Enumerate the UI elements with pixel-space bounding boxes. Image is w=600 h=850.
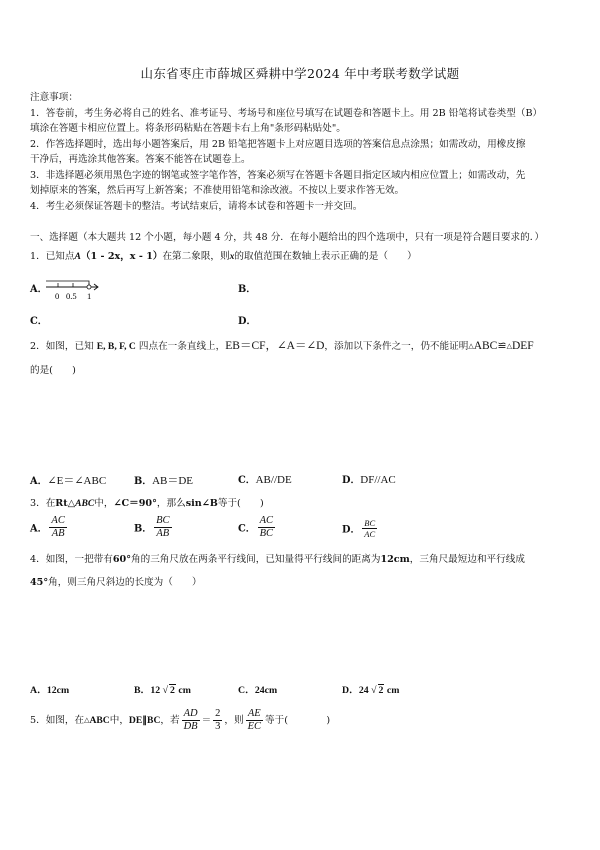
fraction-denominator: 3 — [215, 721, 221, 732]
option-label: B． — [134, 476, 153, 487]
note-line: 划掉原来的答案，然后再写上新答案；不准使用铅笔和涂改液。不按以上要求作答无效。 — [30, 185, 405, 196]
q5-text: ，若 — [160, 715, 180, 726]
q1-point-name: A — [74, 251, 81, 262]
q4-option-b — [134, 682, 191, 696]
q3-text-post: ，那么 — [156, 498, 186, 509]
q2-option-c — [238, 472, 292, 486]
q2-line-2: 的是( ) — [30, 365, 76, 376]
note-line: 1．答卷前，考生务必将自己的姓名、准考证号、考场号和座位号填写在试题卷和答题卡上。用 2B 铅笔将试卷类型（B） — [30, 108, 543, 119]
q1-var: x — [229, 251, 235, 262]
q4-text: 角，则三角尺斜边的长度为（ ） — [48, 577, 202, 588]
option-label: B． — [134, 523, 153, 535]
option-label: B． — [134, 685, 151, 696]
fraction-numerator: AC — [259, 515, 274, 526]
sqrt-icon: √ — [162, 685, 168, 696]
range-bracket — [46, 281, 89, 285]
option-text: ∠E＝∠ABC — [47, 475, 107, 487]
option-label: C． — [238, 523, 256, 535]
option-text: DF//AC — [360, 474, 396, 486]
fraction-denominator: AC — [364, 529, 376, 539]
q3-option-a — [30, 515, 69, 540]
fraction-numerator: AC — [51, 515, 65, 526]
fraction-denominator: DB — [183, 721, 198, 732]
question-2 — [30, 339, 534, 354]
q3-rt: Rt△ — [55, 498, 76, 509]
section-heading: 一、选择题（本大题共 12 个小题，每小题 4 分，共 48 分．在每小题给出的四个选项中，只有一项是符合题目要求的．） — [30, 232, 545, 243]
fraction-numerator: BC — [364, 518, 376, 528]
option-label: C． — [238, 685, 255, 696]
q3-text-end: 等于( ) — [217, 498, 264, 509]
q3-text-mid: 中， — [94, 498, 114, 509]
q5-text: ，则 — [224, 715, 244, 726]
option-label: D． — [342, 685, 359, 696]
q5-text: 中， — [109, 715, 129, 726]
q4-angle-45: 45° — [30, 577, 49, 588]
q3-sin: sin∠B — [185, 498, 218, 509]
fraction-numerator: AE — [246, 708, 263, 721]
q2-text-mid: 四点在一条直线上， — [138, 341, 226, 352]
question-3 — [30, 497, 264, 511]
q3-triangle: ABC — [75, 498, 95, 509]
option-text: 12 — [150, 685, 161, 696]
option-text: AB＝DE — [152, 475, 194, 487]
q5-parallel: DE∥BC — [128, 715, 161, 726]
q1-option-b-label: B． — [238, 284, 257, 295]
question-4-line-2 — [30, 576, 202, 590]
q1-text-end: 的取值范围在数轴上表示正确的是（ ） — [234, 251, 417, 262]
q2-triangle-1: ABC — [473, 340, 498, 352]
page-title: 山东省枣庄市薛城区舜耕中学2024 年中考联考数学试题 — [140, 66, 460, 81]
q4-option-a — [30, 682, 69, 696]
fraction-numerator: BC — [156, 515, 170, 526]
open-point — [87, 285, 91, 289]
fraction-denominator: AB — [156, 528, 170, 539]
triangle-icon: △ — [468, 342, 474, 350]
option-label: A． — [30, 523, 48, 535]
q5-text: 等于( ) — [265, 715, 331, 726]
q2-congruent: ≌ — [497, 340, 507, 352]
note-line: 4．考生必须保证答题卡的整洁。考试结束后，请将本试卷和答题卡一并交回。 — [30, 201, 363, 212]
tick-label: 0 — [55, 291, 60, 301]
option-label: A． — [30, 476, 48, 487]
option-label: D． — [342, 475, 361, 486]
q2-condition: EB＝CF，∠A＝∠D — [225, 340, 325, 352]
q2-option-a — [30, 472, 106, 488]
q2-option-b — [134, 472, 193, 488]
tick-label: 0.5 — [66, 291, 77, 301]
option-unit: cm — [178, 685, 191, 696]
option-text: AB//DE — [255, 474, 292, 486]
q3-option-d — [342, 518, 379, 539]
q1-text-post: 在第二象限，则 — [162, 251, 230, 262]
option-text: 24cm — [254, 685, 278, 696]
q3-option-c — [238, 515, 277, 540]
q2-option-d — [342, 472, 396, 486]
option-label: A． — [30, 685, 47, 696]
q4-option-d — [342, 682, 399, 696]
q2-triangle-2: DEF — [511, 340, 534, 352]
option-unit: cm — [386, 685, 400, 696]
q1-option-a-label: A． — [30, 284, 48, 295]
fraction-numerator: 2 — [215, 708, 221, 719]
q4-option-c — [238, 682, 277, 696]
note-line: 干净后，再选涂其他答案。答案不能答在试题卷上。 — [30, 154, 251, 165]
q3-text-pre: 3．在 — [30, 498, 56, 509]
option-label: C． — [238, 475, 256, 486]
q2-points: E, B, F, C — [96, 341, 136, 352]
q4-text: ，三角尺最短边和平行线成 — [409, 554, 525, 565]
note-line: 填涂在答题卡相应位置上。将条形码粘贴在答题卡右上角"条形码粘贴处"。 — [30, 123, 346, 134]
note-line: 2．作答选择题时，选出每小题答案后，用 2B 铅笔把答题卡上对应题目选项的答案信息点涂黑；如需改动，用橡皮擦 — [30, 139, 526, 150]
question-5 — [30, 707, 330, 734]
q1-option-d-label: D． — [238, 316, 257, 327]
fraction-numerator: AD — [183, 708, 198, 719]
q1-coord: （1 - 2x，x - 1） — [80, 251, 163, 262]
q4-text: 4．如图，一把带有 — [30, 554, 113, 565]
fraction-denominator: EC — [247, 721, 262, 732]
q2-text-post: ，添加以下条件之一，仍不能证明 — [324, 341, 469, 352]
option-text: 12cm — [46, 685, 70, 696]
q5-triangle: ABC — [89, 715, 110, 726]
triangle-icon: △ — [506, 342, 512, 350]
q1-text-pre: 1．已知点 — [30, 251, 75, 262]
q1-option-c-label: C． — [30, 316, 48, 327]
radicand: 2 — [378, 685, 384, 696]
note-line: 3．非选择题必须用黑色字迹的钢笔或签字笔作答，答案必须写在答题卡各题目指定区域内相应位置上；如需改动，先 — [30, 170, 526, 181]
q4-distance: 12cm — [380, 554, 410, 565]
tick-label: 1 — [87, 291, 92, 301]
question-1 — [30, 250, 417, 264]
q2-text-pre: 2．如图，已知 — [30, 341, 94, 352]
radicand: 2 — [169, 685, 175, 696]
q5-equals: ＝ — [201, 715, 212, 726]
q4-angle-60: 60° — [112, 554, 132, 565]
option-text: 24 — [358, 685, 369, 696]
q4-text: 角的三角尺放在两条平行线间，已知量得平行线间的距离为 — [131, 554, 381, 565]
question-4-line-1 — [30, 553, 525, 567]
q3-angle: ∠C＝90° — [113, 498, 157, 509]
q1-number-line — [44, 279, 104, 303]
triangle-icon: △ — [84, 716, 90, 724]
fraction-denominator: AB — [51, 528, 65, 539]
fraction-denominator: BC — [259, 528, 274, 539]
sqrt-icon: √ — [371, 685, 377, 696]
notes-heading: 注意事项： — [30, 92, 78, 103]
option-label: D． — [342, 524, 361, 536]
q5-text: 5．如图，在 — [30, 715, 85, 726]
q3-option-b — [134, 515, 174, 540]
